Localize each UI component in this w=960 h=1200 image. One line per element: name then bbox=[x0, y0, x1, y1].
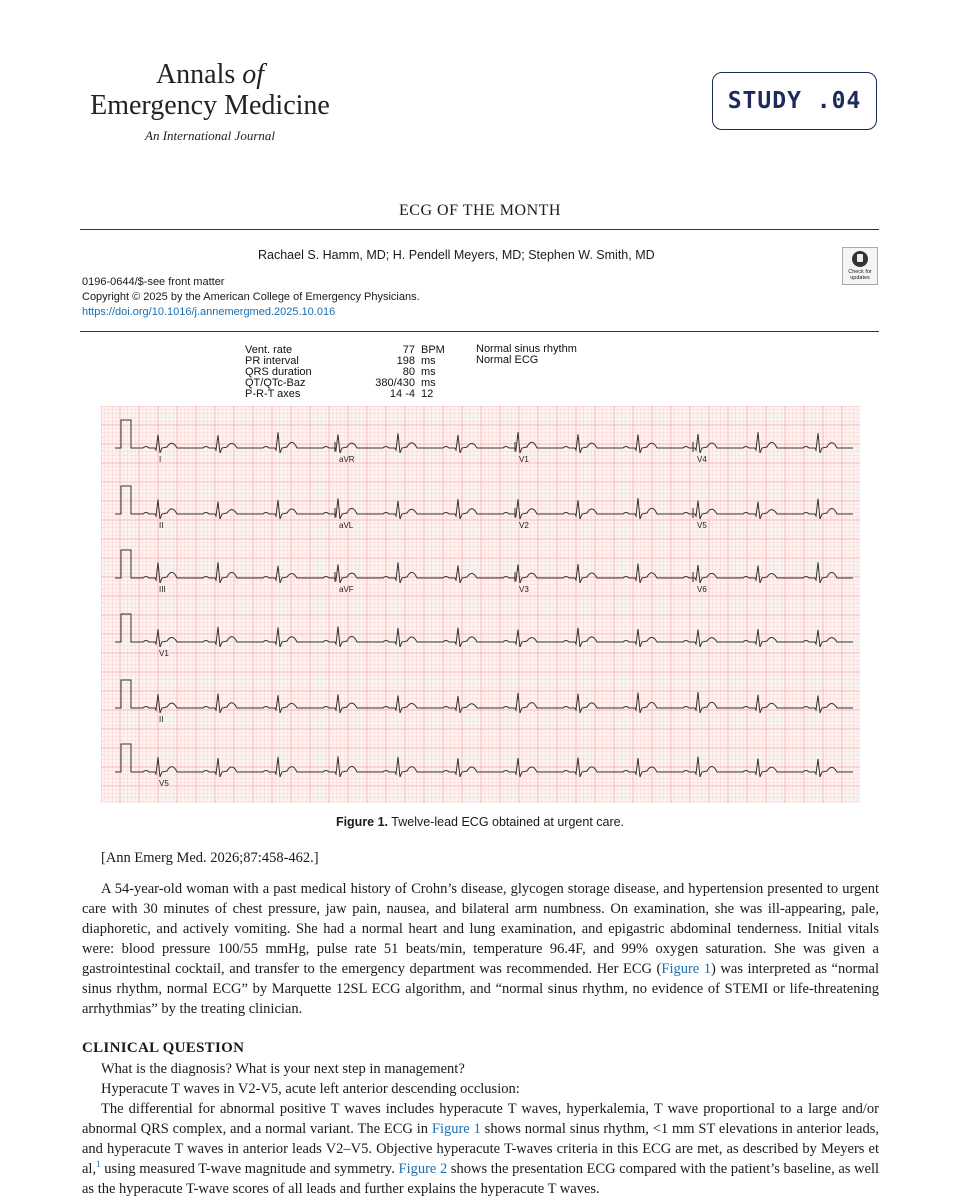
ecg-lead-label: II bbox=[159, 715, 164, 724]
ecg-lead-label: V5 bbox=[159, 779, 169, 788]
ecg-lead-label: I bbox=[159, 455, 162, 464]
ecg-measure-label: QRS duration bbox=[245, 365, 312, 378]
discussion-text: using measured T-wave magnitude and symmetry. bbox=[100, 1161, 399, 1177]
figure-1-link[interactable]: Figure 1 bbox=[431, 1121, 481, 1137]
ecg-tracing bbox=[101, 406, 860, 803]
discussion-text: shows the presentation ECG compared with the patient’s baseline, as well as the hyperacute T-wave scores of all leads and further explains the hyperacute T waves. bbox=[82, 1161, 879, 1197]
figure-caption-text: Twelve-lead ECG obtained at urgent care. bbox=[391, 815, 625, 829]
journal-title-of: of bbox=[242, 59, 265, 90]
copyright-line: Copyright © 2025 by the American College of Emergency Physicians. bbox=[82, 291, 420, 303]
ecg-lead-label: aVL bbox=[339, 521, 354, 530]
ecg-lead-label: V1 bbox=[519, 455, 529, 464]
ecg-lead-label: II bbox=[159, 521, 164, 530]
ecg-measure-label: Vent. rate bbox=[245, 343, 293, 356]
doi-link[interactable]: https://doi.org/10.1016/j.annemergmed.2025.10.016 bbox=[82, 306, 336, 318]
ecg-lead-label: III bbox=[159, 585, 166, 594]
ecg-measure-unit: ms bbox=[421, 376, 436, 389]
ecg-measure-unit: ms bbox=[421, 365, 436, 378]
check-for-updates-label: Check for updates bbox=[848, 269, 872, 281]
study-badge: STUDY .04 bbox=[712, 72, 877, 130]
ecg-measure-label: PR interval bbox=[245, 354, 299, 367]
clinical-discussion bbox=[82, 1099, 879, 1199]
ecg-measure-label: P-R-T axes bbox=[245, 387, 301, 400]
citation: [Ann Emerg Med. 2026;87:458-462.] bbox=[101, 850, 319, 866]
ecg-measure-unit: ms bbox=[421, 354, 436, 367]
ecg-figure bbox=[101, 406, 860, 803]
clinical-answer: Hyperacute T waves in V2-V5, acute left anterior descending occlusion: bbox=[101, 1081, 520, 1097]
ecg-measure-unit: BPM bbox=[421, 343, 445, 356]
case-paragraph bbox=[82, 879, 879, 1019]
ecg-measurement-row bbox=[245, 377, 457, 388]
ecg-interpretation bbox=[476, 344, 577, 366]
ecg-lead-label: V1 bbox=[159, 649, 169, 658]
ecg-lead-label: aVR bbox=[339, 455, 355, 464]
ecg-measurement-row bbox=[245, 355, 457, 366]
header-rule-bottom bbox=[80, 331, 879, 332]
journal-title-line1 bbox=[80, 60, 340, 90]
figure-caption bbox=[0, 815, 960, 829]
header-rule-top bbox=[80, 229, 879, 230]
journal-title-annals: Annals bbox=[155, 59, 236, 90]
ecg-lead-label: V6 bbox=[697, 585, 707, 594]
bookmark-icon bbox=[852, 251, 868, 267]
ecg-measure-unit: 12 bbox=[421, 387, 434, 400]
ecg-measurements bbox=[245, 344, 457, 399]
ecg-lead-label: V4 bbox=[697, 455, 707, 464]
clinical-question: What is the diagnosis? What is your next step in management? bbox=[101, 1061, 465, 1077]
discussion-text: shows normal sinus rhythm, <1 mm ST elevations in anterior leads, and hyperacute T waves in anterior leads V2–V5. Objective hyperacute T-waves criteria in this ECG are met, as described by Meyers et al, bbox=[82, 1121, 879, 1177]
ecg-lead-label: aVF bbox=[339, 585, 354, 594]
ecg-measurement-row bbox=[245, 344, 457, 355]
ecg-lead-label: V2 bbox=[519, 521, 529, 530]
journal-masthead bbox=[80, 60, 340, 144]
ecg-measure-value: 380/430 bbox=[375, 376, 415, 389]
clinical-body bbox=[82, 1059, 879, 1199]
figure-1-link[interactable]: Figure 1 bbox=[661, 961, 712, 977]
ecg-measurement-row bbox=[245, 388, 457, 399]
ecg-interp-line: Normal ECG bbox=[476, 354, 539, 366]
ecg-measure-value: 14 -4 bbox=[389, 387, 415, 400]
ecg-lead-label: V3 bbox=[519, 585, 529, 594]
ecg-measure-value: 198 bbox=[396, 354, 415, 367]
case-text: A 54-year-old woman with a past medical history of Crohn’s disease, glycogen storage disease, and hypertension presented to urgent care with 30 minutes of chest pressure, jaw pain, nausea, and bilateral arm numbness. On examination, she was ill-appearing, pale, diaphoretic, and actively vomiting. She had a normal heart and lung examination, and epigastric abdominal tenderness. Initial vitals were: blood pressure 100/55 mmHg, pulse rate 51 beats/min, temperature 96.4F, and 99% oxygen saturation. She was given a gastrointestinal cocktail, and transfer to the emergency department was recommended. Her ECG ( bbox=[82, 881, 879, 977]
ecg-measurement-row bbox=[245, 366, 457, 377]
ecg-measure-value: 77 bbox=[402, 343, 415, 356]
clinical-question-heading: CLINICAL QUESTION bbox=[82, 1040, 245, 1056]
section-label: ECG OF THE MONTH bbox=[399, 202, 561, 219]
ecg-measure-value: 80 bbox=[402, 365, 415, 378]
ecg-lead-label: V5 bbox=[697, 521, 707, 530]
journal-subtitle: An International Journal bbox=[145, 128, 275, 143]
check-for-updates-button[interactable] bbox=[842, 247, 878, 285]
journal-title-line2: Emergency Medicine bbox=[90, 90, 330, 121]
discussion-text: The differential for abnormal positive T waves includes hyperacute T waves, hyperkalemia, T wave proportional to a large and/or abnormal QRS complex, and a normal variant. The ECG in bbox=[82, 1101, 879, 1137]
issn-line: 0196-0644/$-see front matter bbox=[82, 276, 225, 288]
reference-1-link[interactable]: 1 bbox=[96, 1159, 101, 1170]
author-list: Rachael S. Hamm, MD; H. Pendell Meyers, MD; Stephen W. Smith, MD bbox=[258, 248, 655, 262]
figure-2-link[interactable]: Figure 2 bbox=[398, 1161, 448, 1177]
ecg-interp-line: Normal sinus rhythm bbox=[476, 343, 577, 355]
case-text-end: ) was interpreted as “normal sinus rhythm, normal ECG” by Marquette 12SL ECG algorithm, and “normal sinus rhythm, no evidence of STEMI or life-threatening arrhythmias” by the treating clinician. bbox=[82, 961, 880, 1017]
figure-label: Figure 1. bbox=[335, 815, 389, 829]
ecg-measure-label: QT/QTc-Baz bbox=[245, 376, 306, 389]
